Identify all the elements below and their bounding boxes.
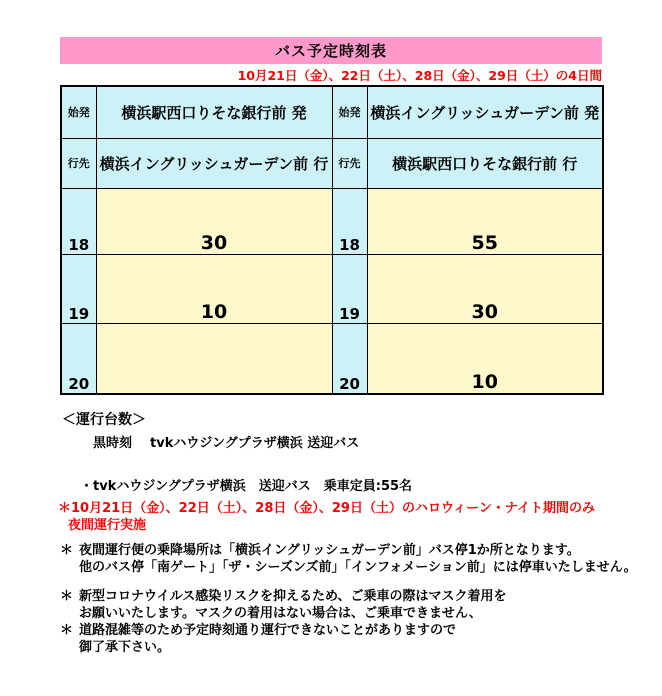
page-title-bar [60, 37, 602, 64]
minute-cell: 10 [367, 323, 603, 394]
minute-cell: 30 [96, 188, 332, 254]
time-row-19 [61, 254, 603, 323]
left-dest-stop: 横浜イングリッシュガーデン前 行 [96, 138, 332, 188]
legend-value: tvkハウジングプラザ横浜 送迎バス [150, 436, 360, 451]
asterisk-marker: ＊ [60, 543, 74, 558]
hour-cell: 18 [61, 188, 96, 254]
capacity-note: ・tvkハウジングプラザ横浜 送迎バス 乗車定員:55名 [80, 479, 413, 494]
right-dest-stop: 横浜駅西口りそな銀行前 行 [367, 138, 603, 188]
minute-cell [96, 323, 332, 394]
note-line: 他のバス停「南ゲート」「ザ・シーズンズ前」「インフォメーション前」には停車いたしません。 [79, 560, 637, 575]
fleet-section-heading: ＜運行台数＞ [62, 412, 146, 428]
right-dest-label: 行先 [332, 138, 367, 188]
timetable [60, 85, 604, 395]
hour-cell: 20 [61, 323, 96, 394]
time-row-20 [61, 323, 603, 394]
asterisk-marker: ＊ [60, 589, 74, 604]
note-line: 夜間運行便の乗降場所は「横浜イングリッシュガーデン前」バス停1か所となります。 [79, 543, 580, 558]
note-line: ＊10月21日（金）、22日（土）、28日（金）、29日（土）のハロウィーン・ナイト期間のみ [58, 501, 596, 516]
note-line: 御了承下さい。 [79, 640, 171, 655]
origin-row [61, 86, 603, 138]
note-line: 夜間運行実施 [68, 518, 147, 533]
traffic-delay-note [60, 622, 456, 656]
mask-note [60, 588, 506, 622]
legend-black-time [93, 432, 359, 451]
minute-cell: 10 [96, 254, 332, 323]
left-dest-label: 行先 [61, 138, 96, 188]
halloween-night-note [58, 500, 595, 534]
note-line: 新型コロナウイルス感染リスクを抑えるため、ご乗車の際はマスク着用を [79, 589, 507, 604]
hour-cell: 18 [332, 188, 367, 254]
service-dates-note: 10月21日（金）、22日（土）、28日（金）、29日（土）の4日間 [237, 68, 602, 83]
left-origin-stop: 横浜駅西口りそな銀行前 発 [96, 86, 332, 138]
minute-cell: 55 [367, 188, 603, 254]
boarding-point-note [60, 542, 637, 576]
legend-label: 黒時刻 [93, 436, 133, 451]
asterisk-marker: ＊ [60, 623, 74, 638]
page-title: バス予定時刻表 [274, 42, 387, 60]
minute-cell: 30 [367, 254, 603, 323]
note-line: お願いいたします。マスクの着用はない場合は、ご乗車できません、 [79, 606, 482, 621]
hour-cell: 20 [332, 323, 367, 394]
destination-row [61, 138, 603, 188]
right-origin-label: 始発 [332, 86, 367, 138]
left-origin-label: 始発 [61, 86, 96, 138]
time-row-18 [61, 188, 603, 254]
hour-cell: 19 [332, 254, 367, 323]
hour-cell: 19 [61, 254, 96, 323]
right-origin-stop: 横浜イングリッシュガーデン前 発 [367, 86, 603, 138]
note-line: 道路混雑等のため予定時刻通り運行できないことがありますので [79, 623, 457, 638]
